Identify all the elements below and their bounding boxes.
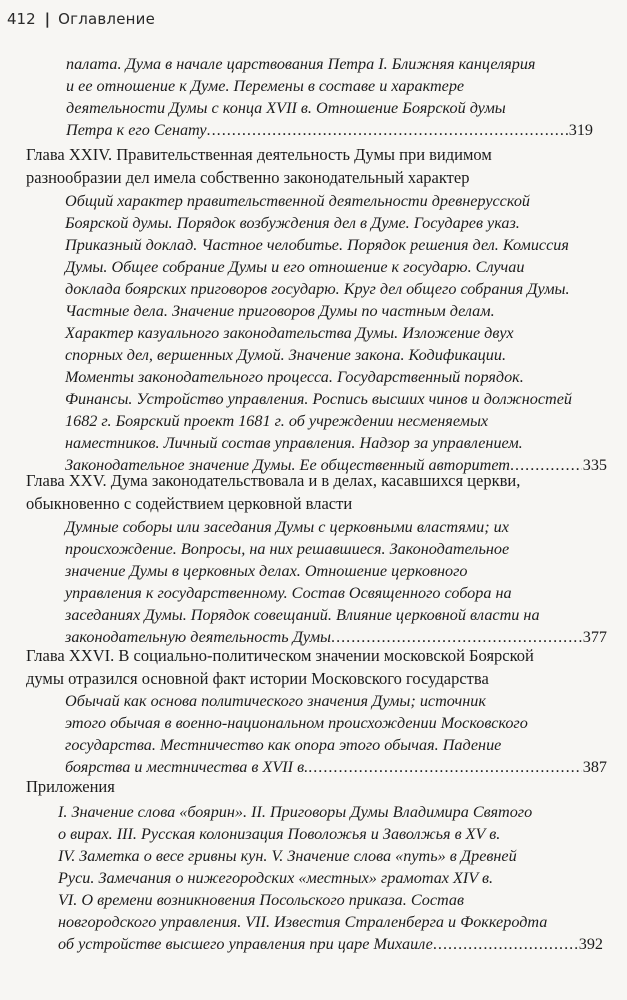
description-line: Моменты законодательного процесса. Государственный порядок.	[65, 368, 524, 386]
chapter-heading[interactable]	[26, 470, 608, 515]
toc-entry-chapter-26	[26, 645, 608, 690]
toc-entry-appendix-description	[58, 801, 603, 955]
description-last-line: об устройстве высшего управления при царе Михаиле	[58, 935, 433, 953]
toc-entry-continuation	[66, 53, 593, 141]
leader-line[interactable]	[58, 933, 603, 955]
description-last-line: боярства и местничества в XVII в.	[65, 758, 309, 776]
description-line: этого обычая в военно-национальном происхождении Московского	[65, 714, 528, 732]
description-line: доклада боярских приговоров государю. Круг дел общего собрания Думы.	[65, 280, 570, 298]
toc-entry-chapter-25	[26, 470, 608, 515]
description-line: управления к государственному. Состав Освященного собора на	[65, 584, 512, 602]
header-title: Оглавление	[58, 10, 156, 28]
entry-description	[58, 801, 603, 955]
heading-line: Глава XXIV. Правительственная деятельность Думы при видимом	[26, 145, 492, 164]
heading-line: Приложения	[26, 777, 115, 796]
description-line: о вирах. III. Русская колонизация Поволожья и Заволжья в XV в.	[58, 825, 501, 843]
description-line: наместников. Личный состав управления. Надзор за управлением.	[65, 434, 523, 452]
heading-line: Глава XXVI. В социально-политическом значении московской Боярской	[26, 646, 534, 665]
description-line: Частные дела. Значение приговоров Думы по частным делам.	[65, 302, 495, 320]
description-line: Думы. Общее собрание Думы и его отношение к государю. Случаи	[65, 258, 525, 276]
entry-description	[65, 690, 607, 778]
description-line: Обычай как основа политического значения Думы; источник	[65, 692, 486, 710]
page-ref[interactable]: 387	[582, 758, 607, 776]
description-last-line: Петра к его Сенату	[66, 121, 207, 139]
dot-leader	[433, 933, 578, 955]
description-line: заседаниях Думы. Порядок совещаний. Влияние церковной власти на	[65, 606, 540, 624]
description-line: значение Думы в церковных делах. Отношение церковного	[65, 562, 468, 580]
description-line: Общий характер правительственной деятельности древнерусской	[65, 192, 531, 210]
description-line: деятельности Думы с конца XVII в. Отношение Боярской думы	[66, 99, 506, 117]
toc-entry-chapter-24-description	[65, 190, 607, 476]
leader-line[interactable]	[65, 756, 607, 778]
page-ref[interactable]: 392	[578, 935, 603, 953]
description-last-line: законодательную деятельность Думы	[65, 628, 332, 646]
heading-line: разнообразии дел имела собственно законодательный характер	[26, 167, 470, 187]
description-line: Финансы. Устройство управления. Роспись высших чинов и должностей	[65, 390, 573, 408]
description-line: IV. Заметка о весе гривны кун. V. Значение слова «путь» в Древней	[58, 847, 517, 865]
description-line: происхождение. Вопросы, на них решавшиеся. Законодательное	[65, 540, 510, 558]
dot-leader	[207, 119, 568, 141]
page-ref[interactable]: 335	[582, 456, 607, 474]
entry-description	[66, 53, 593, 141]
description-line: I. Значение слова «боярин». II. Приговоры Думы Владимира Святого	[58, 803, 533, 821]
appendix-heading[interactable]	[26, 776, 608, 799]
entry-description	[65, 190, 607, 476]
toc-entry-chapter-24	[26, 144, 608, 189]
description-line: Руси. Замечания о нижегородских «местных» грамотах XIV в.	[58, 869, 494, 887]
chapter-heading[interactable]	[26, 645, 608, 690]
description-line: и ее отношение к Думе. Перемены в составе и характере	[66, 77, 465, 95]
toc-entry-chapter-25-description	[65, 516, 607, 648]
entry-description	[65, 516, 607, 648]
leader-line[interactable]	[66, 119, 593, 141]
description-last-line: Законодательное значение Думы. Ее общественный авторитет	[65, 456, 510, 474]
page-ref[interactable]: 319	[568, 121, 593, 139]
toc-entry-chapter-26-description	[65, 690, 607, 778]
description-line: палата. Дума в начале царствования Петра I. Ближняя канцелярия	[66, 55, 536, 73]
toc-entry-appendix	[26, 776, 608, 799]
chapter-heading[interactable]	[26, 144, 608, 189]
heading-line: думы отразился основной факт истории Московского государства	[26, 668, 489, 688]
description-line: Боярской думы. Порядок возбуждения дел в Думе. Государев указ.	[65, 214, 520, 232]
description-line: 1682 г. Боярский проект 1681 г. об учреждении несменяемых	[65, 412, 489, 430]
description-line: государства. Местничество как опора этого обычая. Падение	[65, 736, 502, 754]
dot-leader	[308, 756, 582, 778]
description-line: Приказный доклад. Частное челобитье. Порядок решения дел. Комиссия	[65, 236, 569, 254]
description-line: новгородского управления. VII. Известия Страленберга и Фоккеродта	[58, 913, 548, 931]
header-separator: |	[44, 10, 51, 28]
description-line: Думные соборы или заседания Думы с церковными властями; их	[65, 518, 509, 536]
page-number: 412	[7, 10, 36, 28]
description-line: Характер казуального законодательства Думы. Изложение двух	[65, 324, 514, 342]
running-header	[7, 10, 155, 28]
page-ref[interactable]: 377	[582, 628, 607, 646]
description-line: спорных дел, вершенных Думой. Значение закона. Кодификации.	[65, 346, 507, 364]
heading-line: Глава XXV. Дума законодательствовала и в делах, касавшихся церкви,	[26, 471, 521, 490]
description-line: VI. О времени возникновения Посольского приказа. Состав	[58, 891, 465, 909]
heading-line: обыкновенно с содействием церковной власти	[26, 493, 353, 513]
